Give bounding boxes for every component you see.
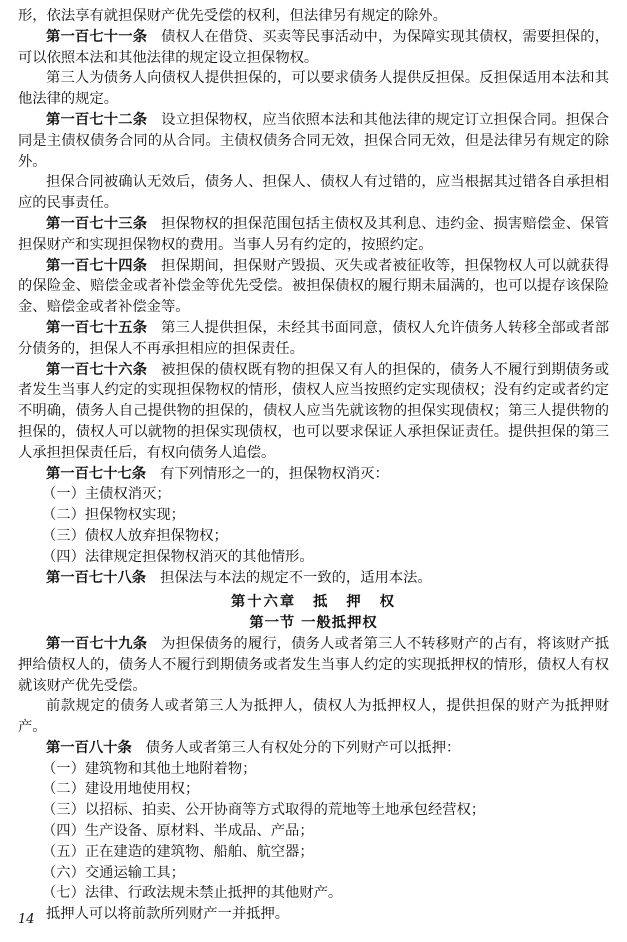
closing-paragraph: 抵押人可以将前款所列财产一并抵押。 xyxy=(46,906,290,923)
article-number: 第一百七十九条 xyxy=(46,635,148,652)
article-178: 第一百七十八条 担保法与本法的规定不一致的，适用本法。 xyxy=(46,569,432,586)
list-item: （一）主债权消灭； xyxy=(42,486,171,503)
article-174: 第一百七十四条 担保期间，担保财产毁损、灭失或者被征收等，担保物权人可以就获得的保险金、赔偿金或者补偿金等优先受偿。被担保债权的履行期未届满的，也可以提存该保险金、赔偿金或者补偿金等。 xyxy=(18,257,610,316)
article-number: 第一百七十四条 xyxy=(46,257,148,274)
list-item: （六）交通运输工具； xyxy=(42,864,185,881)
list-item: （三）债权人放弃担保物权； xyxy=(42,527,228,544)
article-number: 第一百七十八条 xyxy=(46,569,147,586)
article-179: 第一百七十九条 为担保债务的履行，债务人或者第三人不转移财产的占有，将该财产抵押给债权人的，债务人不履行到期债务或者发生当事人约定的实现抵押权的情形，债权人有权就该财产优先受偿。 xyxy=(18,635,610,694)
list-item: （五）正在建造的建筑物、船舶、航空器； xyxy=(42,843,314,860)
article-176: 第一百七十六条 被担保的债权既有物的担保又有人的担保的，债务人不履行到期债务或者发生当事人约定的实现担保物权的情形，债权人应当按照约定实现债权；没有约定或者约定不明确，债务人自己提供物的担保的，债权人应当先就该物的担保实现债权；第三人提供物的担保的，债权人可以就物的担保实现债权，也可以要求保证人承担保证责任。提供担保的第三人承担担保责任后，有权向债务人追偿。 xyxy=(18,361,610,461)
article-number: 第一百七十五条 xyxy=(46,319,148,336)
list-item: （四）生产设备、原材料、半成品、产品； xyxy=(42,823,314,840)
list-item: （三）以招标、拍卖、公开协商等方式取得的荒地等土地承包经营权； xyxy=(42,802,486,819)
paragraph: 第三人为债务人向债权人提供担保的，可以要求债务人提供反担保。反担保适用本法和其他法律的规定。 xyxy=(18,70,609,108)
list-item: （二）担保物权实现； xyxy=(42,507,185,524)
article-number: 第一百七十一条 xyxy=(46,28,148,45)
article-175: 第一百七十五条 第三人提供担保，未经其书面同意，债权人允许债务人转移全部或者部分债务的，担保人不再承担相应的担保责任。 xyxy=(18,319,610,357)
list-item: （七）法律、行政法规未禁止抵押的其他财产。 xyxy=(42,885,343,902)
article-171: 第一百七十一条 债权人在借贷、买卖等民事活动中，为保障实现其债权，需要担保的，可以依照本法和其他法律的规定设立担保物权。 xyxy=(18,28,610,66)
list-item: （二）建设用地使用权； xyxy=(42,781,200,798)
chapter-title: 第十六章 抵 押 权 xyxy=(230,594,396,611)
paragraph-continuation: 形，依法享有就担保财产优先受偿的权利，但法律另有规定的除外。 xyxy=(18,8,447,24)
list-item: （四）法律规定担保物权消灭的其他情形。 xyxy=(42,548,314,565)
article-number: 第一百八十条 xyxy=(46,739,132,756)
article-number: 第一百七十六条 xyxy=(46,361,148,378)
paragraph: 前款规定的债务人或者第三人为抵押人，债权人为抵押权人，提供担保的财产为抵押财产。 xyxy=(18,698,609,736)
list-item: （一）建筑物和其他土地附着物； xyxy=(42,760,257,777)
section-title: 第一节 一般抵押权 xyxy=(249,615,378,632)
article-172: 第一百七十二条 设立担保物权，应当依照本法和其他法律的规定订立担保合同。担保合同是主债权债务合同的从合同。主债权债务合同无效，担保合同无效，但是法律另有规定的除外。 xyxy=(18,111,610,170)
article-177: 第一百七十七条 有下列情形之一的，担保物权消灭： xyxy=(46,465,389,482)
article-number: 第一百七十七条 xyxy=(46,465,147,482)
article-number: 第一百七十三条 xyxy=(46,215,148,232)
paragraph: 担保合同被确认无效后，债务人、担保人、债权人有过错的，应当根据其过错各自承担相应的民事责任。 xyxy=(18,174,609,212)
article-173: 第一百七十三条 担保物权的担保范围包括主债权及其利息、违约金、损害赔偿金、保管担保财产和实现担保物权的费用。当事人另有约定的，按照约定。 xyxy=(18,215,610,253)
article-180: 第一百八十条 债务人或者第三人有权处分的下列财产可以抵押： xyxy=(46,739,461,756)
article-number: 第一百七十二条 xyxy=(46,111,148,128)
page-number: 14 xyxy=(18,912,35,927)
